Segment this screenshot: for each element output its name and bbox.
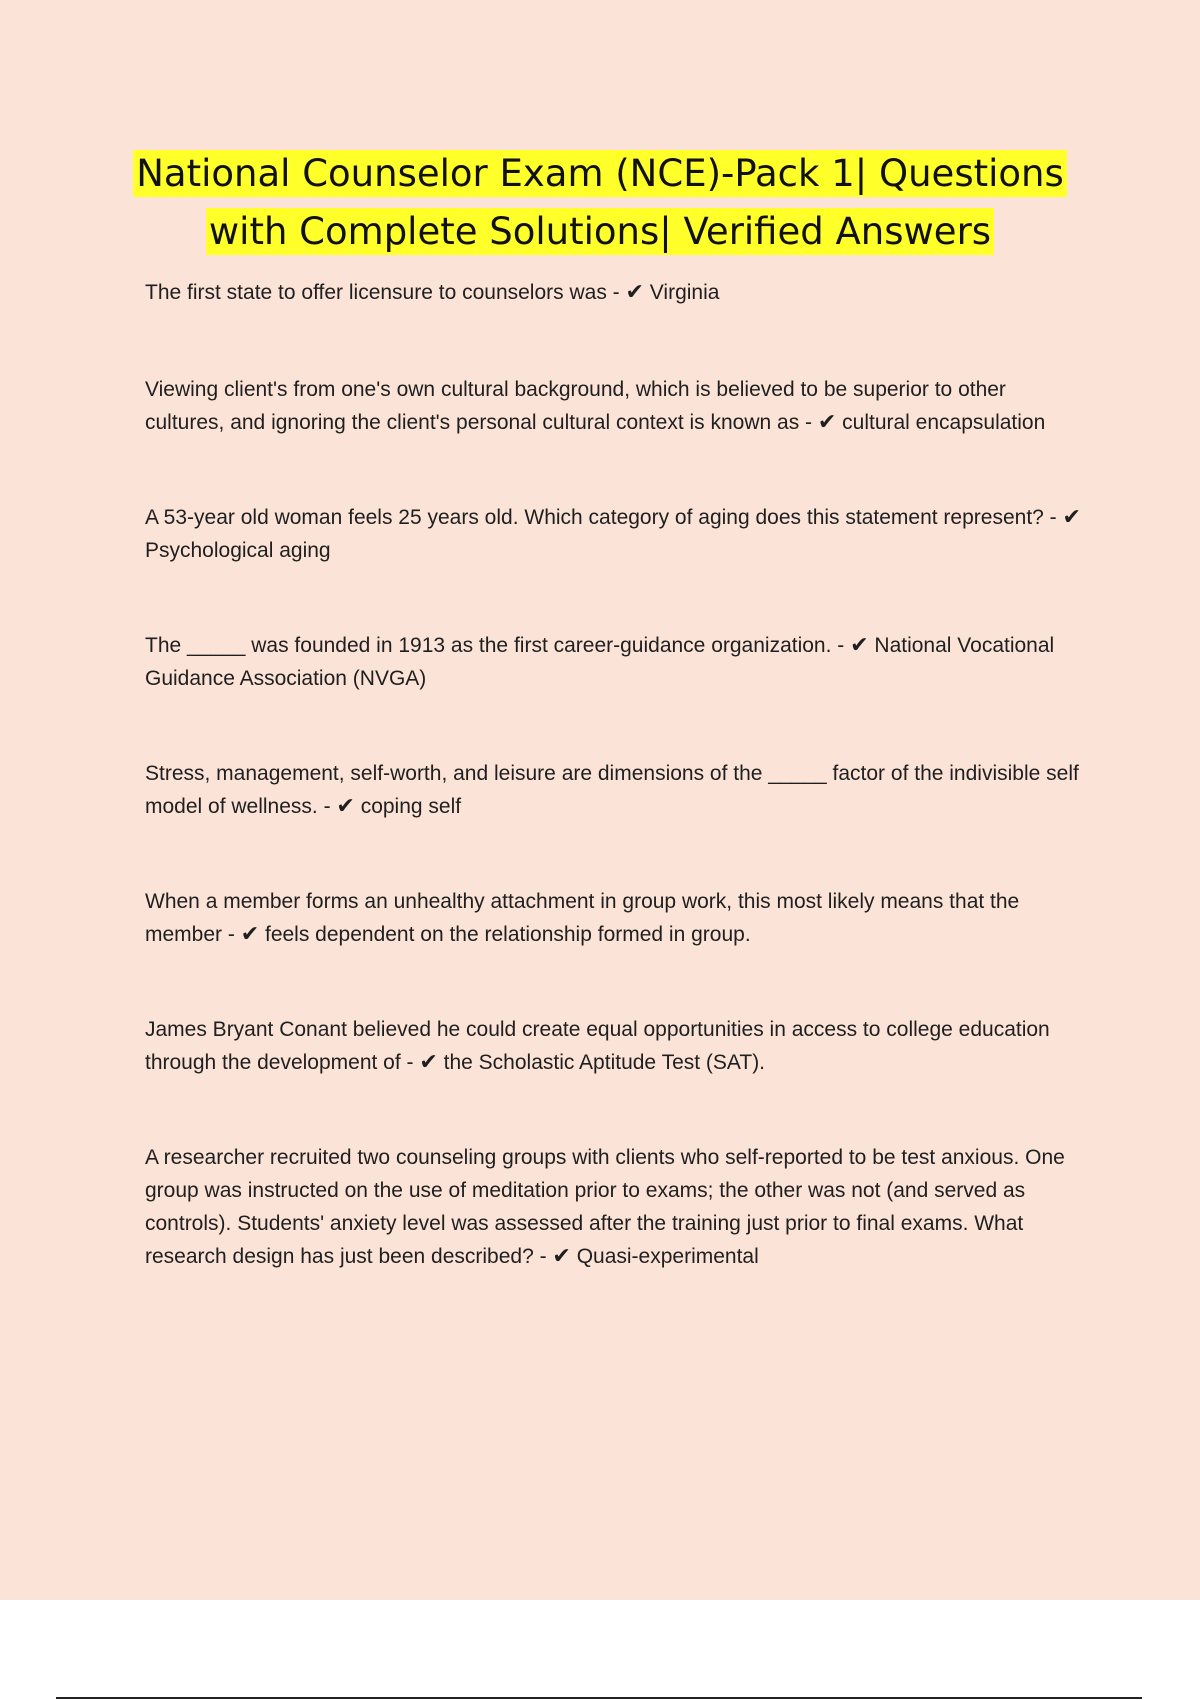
checkmark-icon: ✔	[240, 922, 260, 947]
checkmark-icon: ✔	[817, 410, 837, 435]
title-line-2: with Complete Solutions| Verified Answers	[206, 208, 994, 255]
qa-item	[145, 885, 1090, 951]
question-text: James Bryant Conant believed he could create equal opportunities in access to college education through the development of	[145, 1018, 1050, 1074]
qa-item	[145, 501, 1090, 567]
qa-item	[145, 629, 1090, 695]
qa-item	[145, 1013, 1090, 1079]
answer-text: Psychological aging	[145, 539, 331, 562]
separator: -	[222, 923, 241, 946]
qa-item	[145, 276, 1090, 309]
separator: -	[799, 411, 818, 434]
question-text: The first state to offer licensure to counselors was	[145, 281, 607, 304]
answer-text: Virginia	[649, 281, 720, 304]
footer-divider	[56, 1697, 1142, 1699]
checkmark-icon: ✔	[552, 1244, 571, 1269]
answer-text: National Vocational Guidance Association (NVGA)	[145, 634, 1055, 690]
qa-item	[145, 1141, 1090, 1273]
separator: -	[533, 1245, 553, 1268]
answer-text: Quasi-experimental	[576, 1245, 759, 1268]
checkmark-icon: ✔	[625, 280, 644, 305]
separator: -	[1043, 506, 1063, 529]
title-line-1: National Counselor Exam (NCE)-Pack 1| Questions	[133, 150, 1067, 197]
document-title	[100, 145, 1100, 261]
answer-text: coping self	[360, 795, 462, 818]
checkmark-icon: ✔	[1062, 505, 1081, 530]
checkmark-icon: ✔	[419, 1050, 438, 1075]
answer-text: cultural encapsulation	[842, 411, 1046, 434]
answer-text: feels dependent on the relationship formed in group.	[264, 923, 751, 946]
separator: -	[831, 634, 851, 657]
question-list	[145, 276, 1090, 1273]
question-text: A researcher recruited two counseling groups with clients who self-reported to be test anxious. One group was instructed on the use of meditation prior to exams; the other was not (and served as controls). Students' anxiety level was assessed after the training just prior to final exams. What research design has just been described?	[145, 1146, 1065, 1268]
qa-item	[145, 757, 1090, 823]
question-text: Stress, management, self-worth, and leisure are dimensions of the _____ factor of the indivisible self model of wellness.	[145, 762, 1079, 818]
separator: -	[606, 281, 626, 304]
separator: -	[317, 795, 337, 818]
separator: -	[400, 1051, 420, 1074]
question-text: Viewing client's from one's own cultural background, which is believed to be superior to other cultures, and ignoring the client's personal cultural context is known as	[145, 378, 1006, 434]
question-text: The _____ was founded in 1913 as the first career-guidance organization.	[145, 634, 832, 657]
checkmark-icon: ✔	[336, 794, 355, 819]
question-text: When a member forms an unhealthy attachment in group work, this most likely means that the member	[145, 890, 1020, 946]
answer-text: the Scholastic Aptitude Test (SAT).	[443, 1051, 766, 1074]
checkmark-icon: ✔	[850, 633, 869, 658]
question-text: A 53-year old woman feels 25 years old. Which category of aging does this statement represent?	[145, 506, 1044, 529]
qa-item	[145, 373, 1090, 439]
